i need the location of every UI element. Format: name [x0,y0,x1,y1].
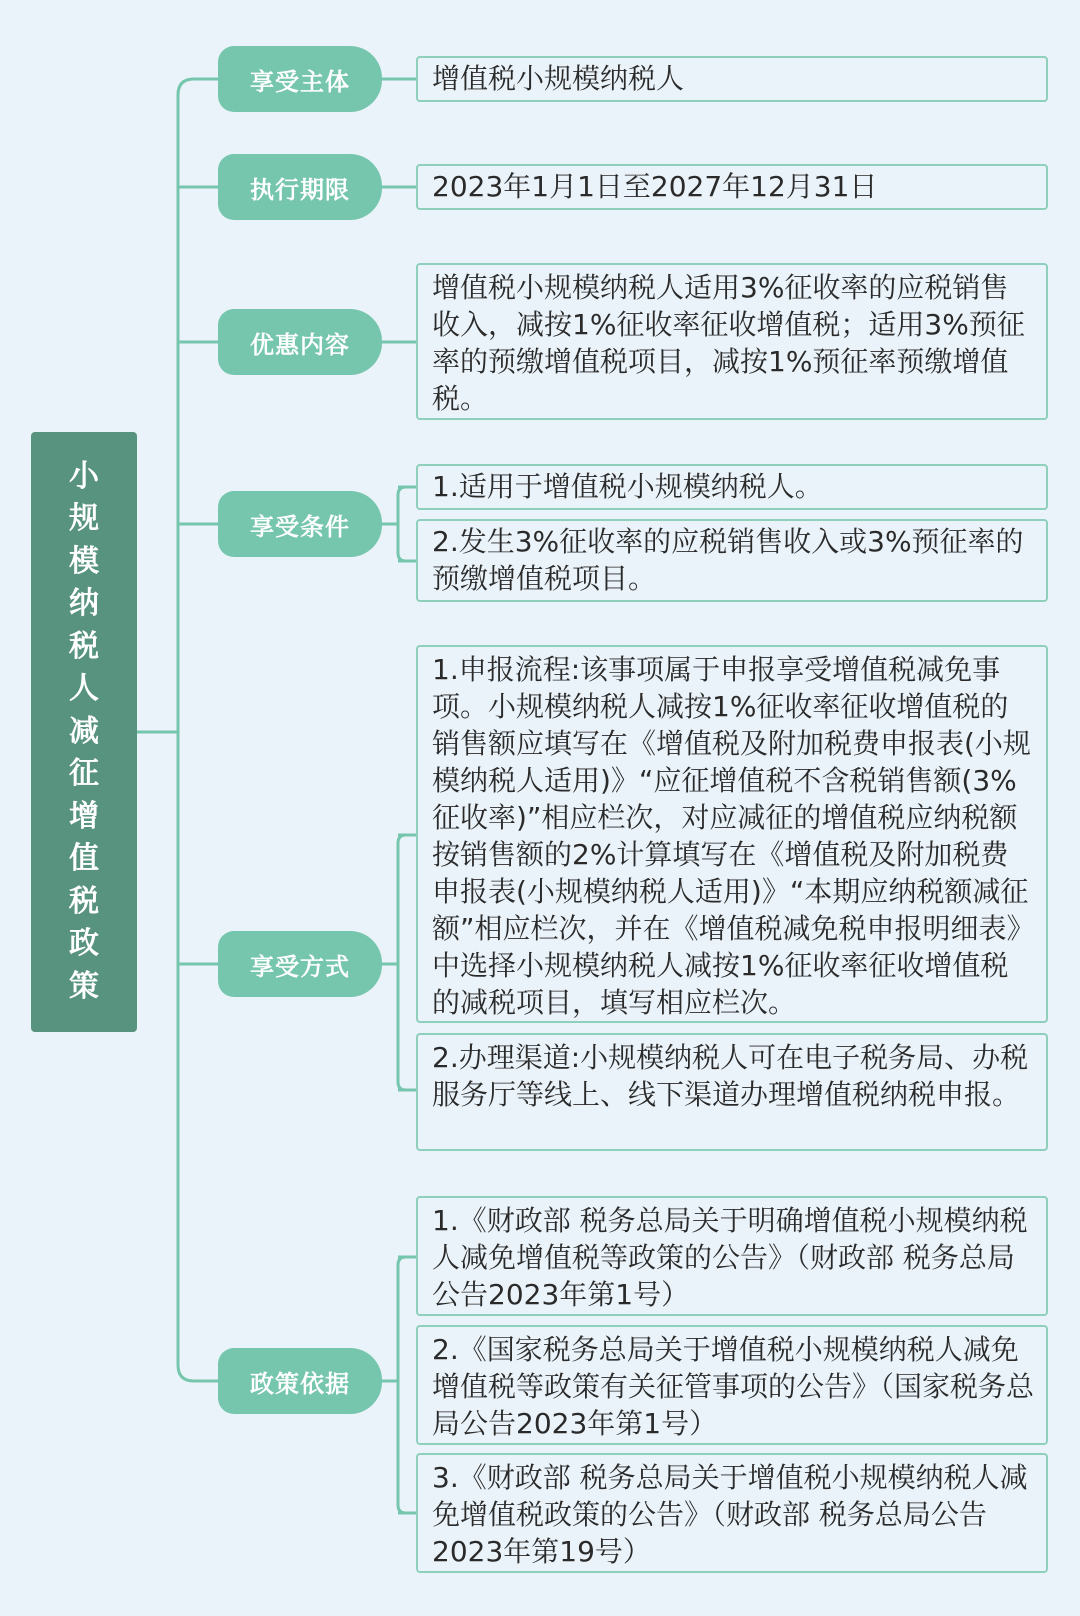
branch-node-period [218,154,382,220]
branch-node-conditions [218,491,382,557]
leaf-box [416,263,1048,420]
branch-label: 享受方式 [250,952,350,981]
leaf-box [416,1325,1048,1445]
leaf-box [416,1196,1048,1316]
branch-node-subject [218,46,382,112]
leaf-text: 1.申报流程:该事项属于申报享受增值税减免事项。小规模纳税人减按1%征收率征收增值税的销售额应填写在《增值税及附加税费申报表(小规模纳税人适用)》“应征增值税不含税销售额(3%征收率)”相应栏次，对应减征的增值税应纳税额按销售额的2%计算填写在《增值税及附加税费申报表(小规模纳税人适用)》“本期应纳税额减征额”相应栏次，并在《增值税减免税申报明细表》中选择小规模纳税人减按1%征收率征收增值税的减税项目，填写相应栏次。 [432,653,1031,1019]
trunk-line [178,79,194,1381]
leaf-text: 增值税小规模纳税人 [432,62,685,95]
branch-label: 享受条件 [250,512,350,541]
branch-label: 政策依据 [250,1369,350,1398]
leaf-text: 2.《国家税务总局关于增值税小规模纳税人减免增值税等政策有关征管事项的公告》（国家税务总局公告2023年第1号） [432,1333,1035,1440]
branch-label: 享受主体 [250,67,350,96]
branch-label: 执行期限 [250,175,350,204]
branch-node-method [218,931,382,997]
leaf-text: 3.《财政部 税务总局关于增值税小规模纳税人减免增值税政策的公告》（财政部 税务总局公告2023年第19号） [432,1461,1028,1568]
leaf-box [416,164,1048,210]
branch-node-content [218,309,382,375]
leaf-bracket-5 [382,1257,416,1513]
leaf-text: 2.办理渠道:小规模纳税人可在电子税务局、办税服务厅等线上、线下渠道办理增值税纳税申报。 [432,1041,1029,1111]
leaf-text: 2.发生3%征收率的应税销售收入或3%预征率的预缴增值税项目。 [432,525,1024,595]
leaf-box [416,1453,1048,1573]
branch-node-basis [218,1348,382,1414]
root-node [31,432,137,1032]
leaf-text: 1.《财政部 税务总局关于明确增值税小规模纳税人减免增值税等政策的公告》（财政部 税务总局公告2023年第1号） [432,1204,1028,1311]
leaf-bracket-3 [382,487,416,561]
leaf-box [416,519,1048,602]
leaf-bracket-4 [382,835,416,1090]
leaf-text: 1.适用于增值税小规模纳税人。 [432,470,823,503]
leaf-text: 增值税小规模纳税人适用3%征收率的应税销售收入，减按1%征收率征收增值税；适用3%预征率的预缴增值税项目，减按1%预征率预缴增值税。 [432,271,1025,415]
branch-label: 优惠内容 [250,330,350,359]
leaf-box [416,464,1048,510]
root-title: 小规模纳税人减征增值税政策 [69,458,99,1004]
leaf-box [416,1033,1048,1151]
leaf-box [416,56,1048,102]
leaf-text: 2023年1月1日至2027年12月31日 [432,170,878,203]
leaf-box [416,645,1048,1023]
